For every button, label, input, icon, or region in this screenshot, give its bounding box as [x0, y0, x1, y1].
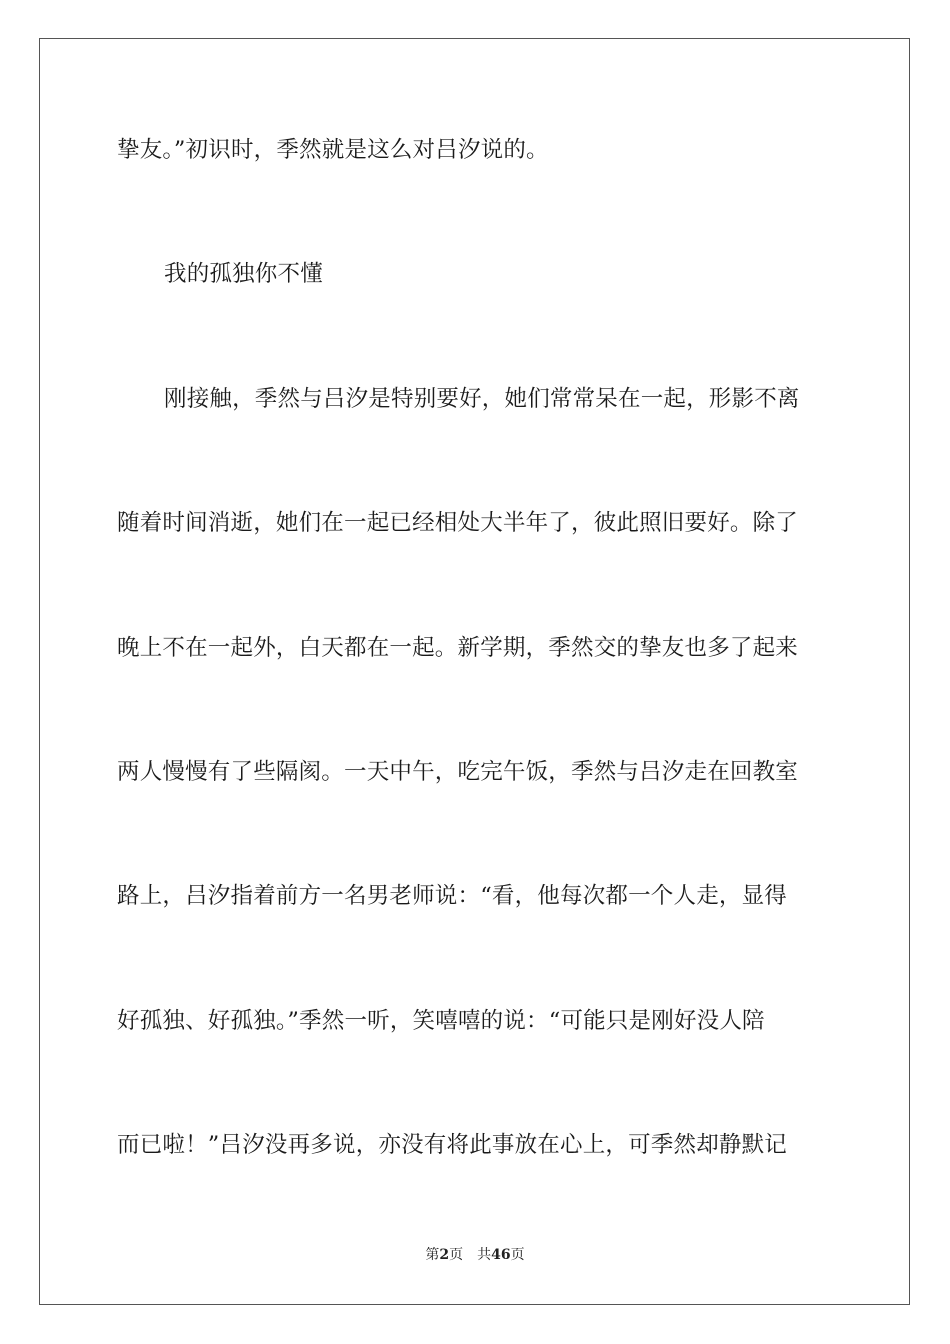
- total-prefix: 共: [477, 1247, 492, 1263]
- body-line-3: 随着时间消逝，她们在一起已经相处大半年了，彼此照旧要好。除了: [117, 510, 799, 536]
- body-line-1: 挚友。”初识时，季然就是这么对吕汐说的。: [117, 137, 549, 163]
- body-line-5: 两人慢慢有了些隔阂。一天中午，吃完午饭，季然与吕汐走在回教室: [117, 759, 799, 785]
- body-line-4: 晚上不在一起外，白天都在一起。新学期，季然交的挚友也多了起来: [117, 635, 799, 661]
- page-footer: [0, 1245, 950, 1265]
- total-pages: 46: [491, 1247, 511, 1263]
- page-prefix: 第: [425, 1247, 440, 1263]
- total-suffix: 页: [510, 1247, 525, 1263]
- body-line-7: 好孤独、好孤独。”季然一听，笑嘻嘻的说：“可能只是刚好没人陪: [117, 1008, 765, 1034]
- body-line-6: 路上，吕汐指着前方一名男老师说：“看，他每次都一个人走，显得: [117, 883, 788, 909]
- page-number: 2: [439, 1247, 450, 1263]
- body-line-2: 刚接触，季然与吕汐是特别要好，她们常常呆在一起，形影不离: [164, 386, 800, 412]
- page-suffix: 页: [449, 1247, 464, 1263]
- section-heading: 我的孤独你不懂: [164, 261, 323, 287]
- page-border: [39, 38, 910, 1305]
- body-line-8: 而已啦！”吕汐没再多说，亦没有将此事放在心上，可季然却静默记: [117, 1132, 788, 1158]
